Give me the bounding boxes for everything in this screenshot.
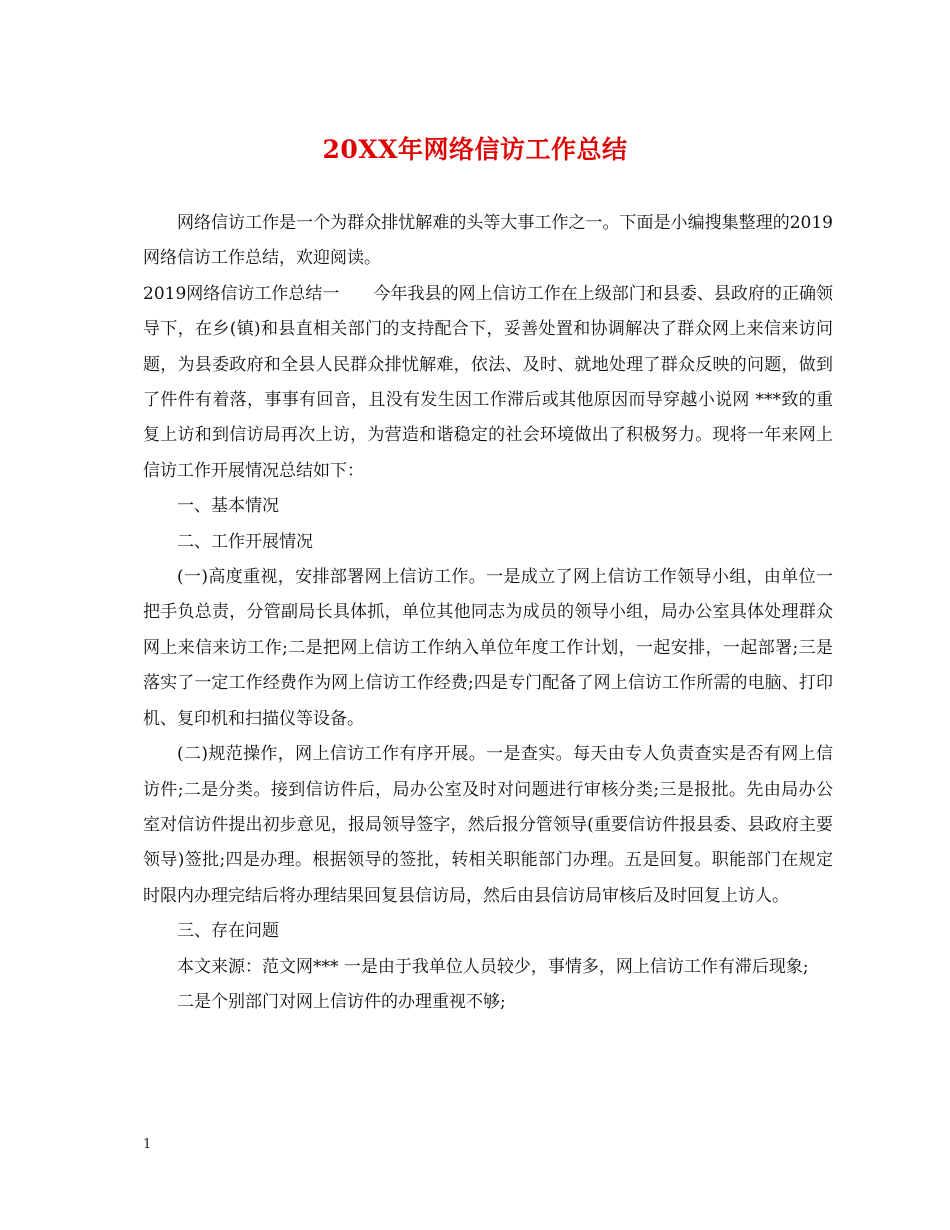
- paragraph-problem-one: 本文来源：范文网*** 一是由于我单位人员较少，事情多，网上信访工作有滞后现象;: [177, 956, 809, 977]
- heading-existing-problems: 三、存在问题: [177, 921, 279, 942]
- paragraph-item-one: (一)高度重视，安排部署网上信访工作。一是成立了网上信访工作领导小组，由单位一把手负总责，分管副局长具体抓，单位其他同志为成员的领导小组，局办公室具体处理群众网上来信来访工作;二是把网上信访工作纳入单位年度工作计划，一起安排，一起部署;三是落实了一定工作经费作为网上信访工作经费;四是专门配备了网上信访工作所需的电脑、打印机、复印机和扫描仪等设备。: [143, 567, 833, 729]
- heading-basic-situation: 一、基本情况: [177, 496, 279, 517]
- heading-work-progress: 二、工作开展情况: [177, 531, 313, 552]
- paragraph-summary-one: 2019网络信访工作总结一 今年我县的网上信访工作在上级部门和县委、县政府的正确领导下，在乡(镇)和县直相关部门的支持配合下，妥善处置和协调解决了群众网上来信来访问题，为县委政府和全县人民群众排忧解难，依法、及时、就地处理了群众反映的问题，做到了件件有着落，事事有回音，且没有发生因工作滞后或其他原因而导穿越小说网 ***致的重复上访和到信访局再次上访，为营造和谐稳定的社会环境做出了积极努力。现将一年来网上信访工作开展情况总结如下：: [143, 283, 833, 481]
- document-body: [143, 206, 833, 1020]
- document-title: 20XX年网络信访工作总结: [322, 135, 628, 164]
- paragraph-intro: 网络信访工作是一个为群众排忧解难的头等大事工作之一。下面是小编搜集整理的2019网络信访工作总结，欢迎阅读。: [143, 213, 833, 269]
- page-number: 1: [143, 1137, 152, 1152]
- paragraph-item-two: (二)规范操作，网上信访工作有序开展。一是查实。每天由专人负责查实是否有网上信访件;二是分类。接到信访件后，局办公室及时对问题进行审核分类;三是报批。先由局办公室对信访件提出初步意见，报局领导签字，然后报分管领导(重要信访件报县委、县政府主要领导)签批;四是办理。根据领导的签批，转相关职能部门办理。五是回复。职能部门在规定时限内办理完结后将办理结果回复县信访局，然后由县信访局审核后及时回复上访人。: [143, 744, 833, 906]
- paragraph-problem-two: 二是个别部门对网上信访件的办理重视不够;: [177, 991, 506, 1012]
